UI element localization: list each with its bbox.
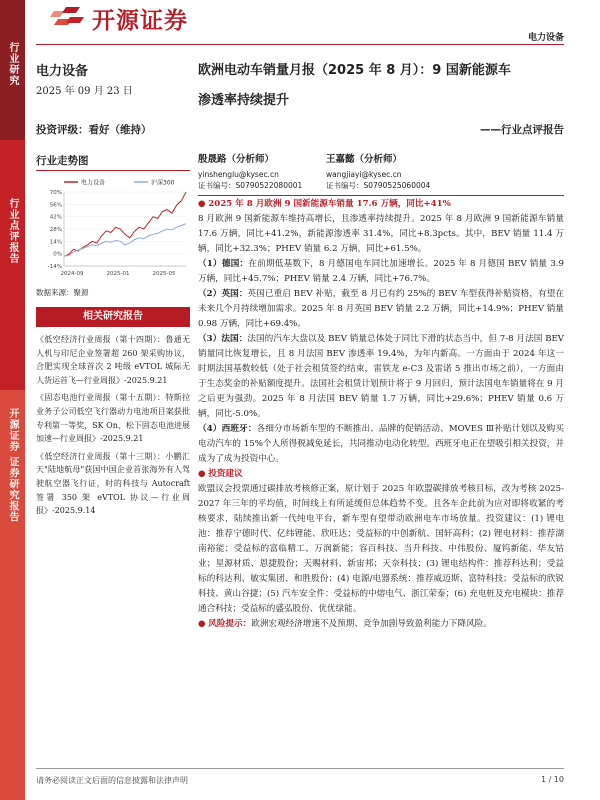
trend-chart-title: 行业走势图 [36, 155, 89, 167]
investment-rating: 投资评级：看好（维持） [36, 124, 152, 136]
header-category: 电力设备 [527, 33, 564, 43]
analyst-cert: 证书编号：S0790522080001 [198, 181, 303, 190]
header-divider [36, 44, 564, 45]
strip-segment-middle [0, 140, 25, 390]
strip-label-middle: 行业点评报告 [7, 198, 18, 264]
series-line [64, 192, 186, 256]
analyst-divider [198, 195, 564, 196]
strip-label-top: 行业研究 [7, 42, 18, 86]
industry-name: 电力设备 [36, 64, 89, 79]
brand-name: 开源证券 [92, 7, 188, 34]
trend-chart-svg [36, 176, 190, 280]
y-tick-label: 70% [49, 190, 62, 196]
analyst-email[interactable]: yinshenglu@kysec.cn [198, 170, 279, 179]
bullet-icon: ● [198, 469, 209, 479]
analyst-name: 王嘉懿（分析师） [326, 154, 403, 165]
report-title [198, 56, 576, 116]
trend-divider [36, 170, 190, 171]
y-tick-label: 42% [49, 214, 62, 221]
section-heading: 投资建议 [208, 469, 243, 479]
left-color-strip [0, 0, 25, 800]
analyst-card [198, 153, 302, 191]
brand-logo [48, 4, 188, 32]
paragraph-lead: （2）英国： [198, 289, 248, 299]
page-number: 1 / 10 [540, 775, 564, 784]
y-tick-label: 28% [49, 227, 62, 233]
chart-source: 数据来源：聚源 [36, 288, 89, 297]
paragraph: 法国的汽车大盘以及 BEV 销量总体处于同比下滑的状态当中，但 7-8 月法国 BEV 销量同比恢复增长，且 8 月法国 BEV 渗透率 19.4%，为年内新高。一方面由于 2024 年这一时期法国基数较低（处于社会租赁签约结束，雷铁龙 e-C3 及雷诺 5 推出市场之前），一方面由于生态奖金的补贴额度提升。法国社会租赁计划预计将于 9 月回归，预计法国电车销量将在 9 月之后更为强劲。2025 年 8 月法国 BEV 销量 1.7 万辆，同比+29.6%；PHEV 销量 0.6 万辆，同比-5.0%。 [198, 334, 564, 419]
analyst-cert: 证书编号：S0790525060004 [326, 181, 431, 190]
report-body [198, 197, 564, 632]
paragraph-lead: （3）法国： [198, 334, 248, 344]
bullet-icon: ● [198, 199, 209, 209]
x-tick-label: 2025-01 [106, 271, 130, 277]
paragraph: 欧盟议会投票通过碳排放考核修正案，原计划于 2025 年欧盟碳排放考核目标，改为考核 2025-2027 年三年的平均值，时间线上有所延缓但总体趋势不变。且各车企此前为应对即将收紧的考核要求，陆续推出新一代纯电平台，新车型有望带动欧洲电车市场放量。投资建议：(1) 锂电池：推荐宁德时代、亿纬锂能、欣旺达；受益标的中创新航、国轩高科；(2) 锂电材料：推荐湖南裕能；受益标的富临精工、万润新能；容百科技、当升科技、中伟股份、厦钨新能、华友钴业；星源材质、恩捷股份；天赐材料、新宙邦；天奈科技；(3) 锂电结构件：推荐科达利；受益标的科达利、敏实集团、和胜股份；(4) 电源/电器系统：推荐威迈斯、富特科技；受益标的欣锐科技、黄山谷捷；(5) 汽车安全件：受益标的中熔电气、浙江荣泰；(6) 充电桩及充电模块：推荐通合科技；受益标的盛弘股份、优优绿能。 [198, 484, 564, 614]
x-tick-label: 2024-09 [60, 271, 84, 277]
trend-chart [36, 176, 190, 280]
paragraph: 在前期低基数下，8 月德国电车同比加速增长。2025 年 8 月德国 BEV 销量 3.9 万辆，同比+45.7%；PHEV 销量 2.4 万辆，同比+76.7%。 [198, 259, 565, 284]
footer-divider [36, 768, 564, 769]
report-title-line1: 欧洲电动车销量月报（2025 年 8 月）：9 国新能源车 [198, 63, 511, 78]
related-report-item[interactable]: 《固态电池行业周报（第十五期）：特斯拉业务子公司低空飞行器动力电池项目案获批专利第一等奖，SK On、松下固态电池进展加速—行业周报》-2025.9.21 [36, 393, 190, 444]
paragraph-lead: （4）西班牙： [198, 424, 257, 434]
related-reports-header: 相关研究报告 [36, 307, 190, 327]
paragraph: 8 月欧洲 9 国新能源车维持高增长，且渗透率持续提升。2025 年 8 月欧洲 9 国新能源车销量 17.6 万辆，同比+41.2%，新能源渗透率 31.4%，同比+8.3pcts。其中，BEV 销量 11.4 万辆，同比+32.3%；PHEV 销量 6.2 万辆，同比+61.5%。 [198, 214, 564, 254]
y-tick-label: 56% [49, 202, 62, 209]
analyst-name: 殷晟路（分析师） [198, 154, 275, 165]
footer-disclaimer[interactable]: 请务必阅读正文后面的信息披露和法律声明 [36, 776, 188, 785]
x-tick-label: 2025-05 [152, 271, 176, 277]
paragraph: 各细分市场新车型的不断推出、品牌的促销活动、MOVES Ⅲ补贴计划以及购买电动汽车的 15%个人所得税减免延长，共同推动电动化转型。西班牙电正在望吸引相关投资，并成为了成为投资中心。 [198, 424, 564, 464]
y-tick-label: 0% [53, 251, 62, 258]
section-heading: 2025 年 8 月欧洲 9 国新能源车销量 17.6 万辆，同比+41% [208, 199, 451, 209]
paragraph: 欧洲宏观经济增速不及预期、竞争加剧导致盈利能力下降风险。 [251, 619, 492, 629]
logo-icon [48, 5, 88, 31]
analyst-card [326, 153, 430, 191]
related-report-item[interactable]: 《低空经济行业周报（第十四期）：鲁通无人机与印尼企业签署超 260 架采购协议，合肥实现全球首次 2 吨级 eVTOL 城际无人货运首飞—行业周报》-2025.9.21 [36, 335, 190, 385]
strip-label-bottom: 开源证券 证券研究报告 [7, 408, 18, 523]
series-line [64, 224, 186, 257]
section-heading: 风险提示： [208, 619, 252, 629]
report-date: 2025 年 09 月 23 日 [36, 86, 133, 97]
paragraph: 英国已重启 BEV 补贴，截至 8 月已有约 25%的 BEV 车型获得补贴资格，有望在未来几个月持续增加需求。2025 年 8 月英国 BEV 销量 2.2 万辆，同比+14.9%；PHEV 销量 0.98 万辆，同比+69.4%。 [198, 289, 565, 329]
bullet-icon: ● [198, 619, 209, 629]
legend-label: 电力设备 [81, 179, 106, 187]
related-report-item[interactable]: 《低空经济行业周报（第十三期）：小鹏汇天"陆地航母"获国中国企业首张海外有人驾驶航空器飞行证，时的科技与 Autocraft 签署 350 架 eVTOL 协议—行业周报》-2025.9.14 [36, 451, 190, 516]
report-title-line2: 渗透率持续提升 [198, 93, 290, 108]
analyst-email[interactable]: wangjiayi@kysec.cn [326, 170, 402, 179]
paragraph-lead: （1）德国： [198, 259, 249, 269]
legend-label: 沪深300 [151, 179, 175, 187]
related-reports-list [36, 333, 190, 522]
y-tick-label: -14% [47, 264, 62, 270]
y-tick-label: 14% [49, 239, 62, 246]
report-type: ——行业点评报告 [480, 124, 564, 136]
